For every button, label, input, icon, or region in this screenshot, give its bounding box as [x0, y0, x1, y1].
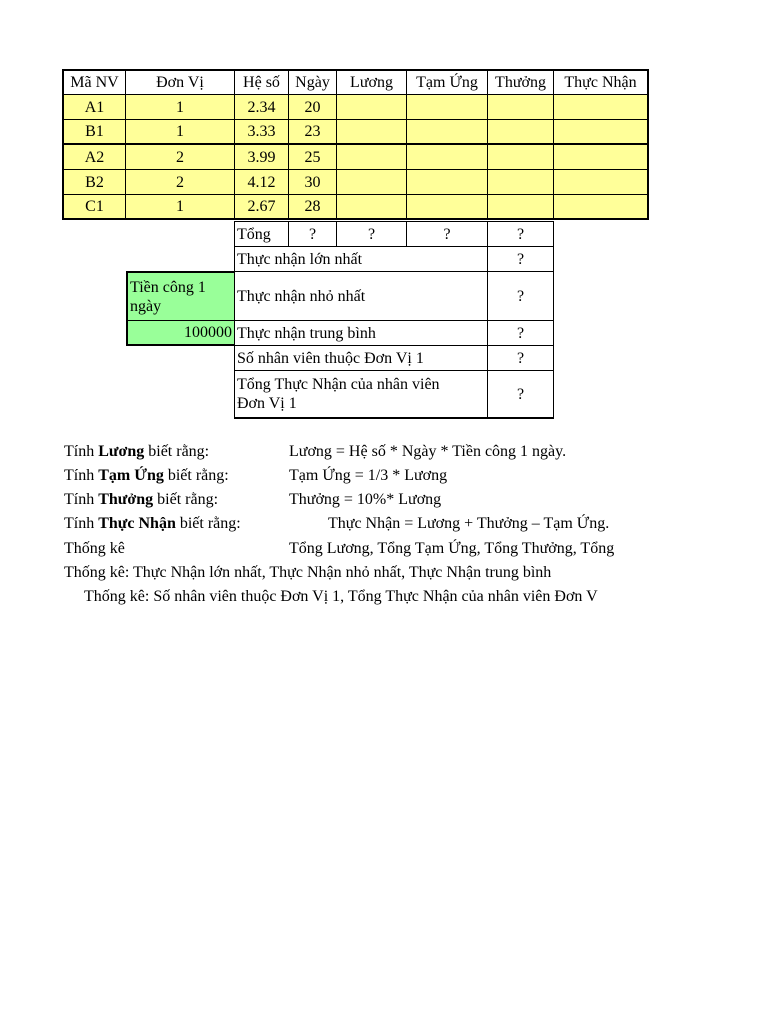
stat-sum-value: ? [487, 370, 554, 419]
cell-he-so: 2.34 [234, 94, 289, 120]
cell-thuc-nhan[interactable] [553, 169, 649, 195]
cell-thuong[interactable] [487, 119, 554, 145]
instruction-thuong-term: Thưởng [98, 491, 154, 508]
cell-he-so: 3.33 [234, 119, 289, 145]
header-don-vi: Đơn Vị [125, 69, 235, 95]
cell-luong[interactable] [336, 194, 407, 220]
daily-wage-value[interactable]: 100000 [126, 320, 235, 346]
header-luong: Lương [336, 69, 407, 95]
header-thuong: Thưởng [487, 69, 554, 95]
cell-ngay: 25 [288, 144, 337, 170]
stat-min-label: Thực nhận nhỏ nhất [234, 271, 488, 321]
instruction-luong-formula: Lương = Hệ số * Ngày * Tiền công 1 ngày. [289, 443, 567, 460]
cell-tam-ung[interactable] [406, 169, 488, 195]
cell-ngay: 23 [288, 119, 337, 145]
stat-line-2: Thống kê: Số nhân viên thuộc Đơn Vị 1, Tổng Thực Nhận của nhân viên Đơn V [84, 588, 598, 605]
instruction-thong-ke-label: Thống kê [64, 540, 125, 557]
cell-luong[interactable] [336, 144, 407, 170]
stat-max-value: ? [487, 246, 554, 272]
cell-he-so: 4.12 [234, 169, 289, 195]
cell-don-vi: 1 [125, 194, 235, 220]
cell-ma-nv: B2 [62, 169, 126, 195]
stat-line-1: Thống kê: Thực Nhận lớn nhất, Thực Nhận nhỏ nhất, Thực Nhận trung bình [64, 564, 552, 581]
header-thuc-nhan: Thực Nhận [553, 69, 649, 95]
cell-don-vi: 2 [125, 144, 235, 170]
total-tam-ung-value: ? [406, 221, 488, 247]
cell-tam-ung[interactable] [406, 144, 488, 170]
instruction-thuc-nhan-term: Thực Nhận [98, 515, 176, 532]
daily-wage-label: Tiền công 1 ngày [126, 271, 235, 321]
stat-max-label: Thực nhận lớn nhất [234, 246, 488, 272]
instruction-thuc-nhan-label: Tính Thực Nhận biết rằng: [64, 515, 241, 532]
cell-ngay: 30 [288, 169, 337, 195]
cell-luong[interactable] [336, 119, 407, 145]
cell-ma-nv: A1 [62, 94, 126, 120]
cell-thuc-nhan[interactable] [553, 119, 649, 145]
instruction-tam-ung-label: Tính Tạm Ứng biết rằng: [64, 467, 229, 484]
cell-thuc-nhan[interactable] [553, 144, 649, 170]
cell-ngay: 20 [288, 94, 337, 120]
cell-thuc-nhan[interactable] [553, 94, 649, 120]
stat-count-label: Số nhân viên thuộc Đơn Vị 1 [234, 345, 488, 371]
total-thuc-nhan-value: ? [487, 221, 554, 247]
instruction-tam-ung-formula: Tạm Ứng = 1/3 * Lương [289, 467, 448, 484]
cell-ma-nv: A2 [62, 144, 126, 170]
cell-luong[interactable] [336, 94, 407, 120]
header-he-so: Hệ số [234, 69, 289, 95]
cell-thuong[interactable] [487, 194, 554, 220]
stat-min-value: ? [487, 271, 554, 321]
total-ngay-value: ? [288, 221, 337, 247]
cell-he-so: 2.67 [234, 194, 289, 220]
cell-thuc-nhan[interactable] [553, 194, 649, 220]
cell-thuong[interactable] [487, 94, 554, 120]
instruction-tam-ung-term: Tạm Ứng [98, 467, 164, 484]
header-ma-nv: Mã NV [62, 69, 126, 95]
cell-thuong[interactable] [487, 169, 554, 195]
instruction-luong-term: Lương [98, 443, 145, 460]
cell-ngay: 28 [288, 194, 337, 220]
totals-label: Tổng [234, 221, 289, 247]
stat-count-value: ? [487, 345, 554, 371]
stat-avg-label: Thực nhận trung bình [234, 320, 488, 346]
cell-don-vi: 1 [125, 119, 235, 145]
cell-thuong[interactable] [487, 144, 554, 170]
instruction-thuc-nhan-formula: Thực Nhận = Lương + Thưởng – Tạm Ứng. [328, 515, 610, 532]
instruction-thong-ke-formula: Tổng Lương, Tổng Tạm Ứng, Tổng Thưởng, Tổng [289, 540, 615, 557]
cell-tam-ung[interactable] [406, 119, 488, 145]
cell-he-so: 3.99 [234, 144, 289, 170]
header-tam-ung: Tạm Ứng [406, 69, 488, 95]
instruction-thuong-label: Tính Thưởng biết rằng: [64, 491, 219, 508]
total-luong-value: ? [336, 221, 407, 247]
cell-don-vi: 1 [125, 94, 235, 120]
stat-avg-value: ? [487, 320, 554, 346]
instruction-luong-label: Tính Lương biết rằng: [64, 443, 210, 460]
instruction-thuong-formula: Thưởng = 10%* Lương [289, 491, 442, 508]
stat-sum-label: Tổng Thực Nhận của nhân viên Đơn Vị 1 [234, 370, 488, 419]
cell-tam-ung[interactable] [406, 194, 488, 220]
cell-luong[interactable] [336, 169, 407, 195]
cell-tam-ung[interactable] [406, 94, 488, 120]
cell-ma-nv: C1 [62, 194, 126, 220]
cell-don-vi: 2 [125, 169, 235, 195]
cell-ma-nv: B1 [62, 119, 126, 145]
header-ngay: Ngày [288, 69, 337, 95]
